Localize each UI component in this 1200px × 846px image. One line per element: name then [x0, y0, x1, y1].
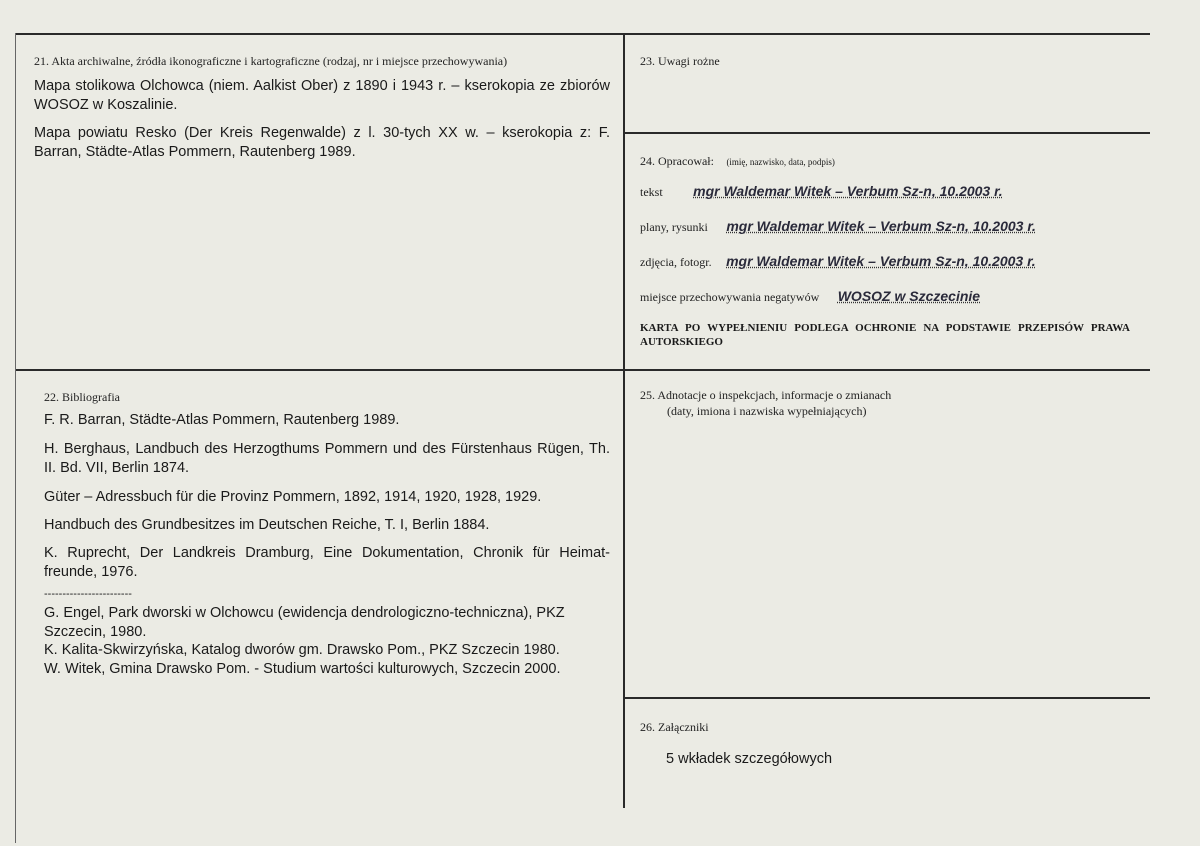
author-row-label: tekst — [640, 185, 663, 199]
section-21-para-2: Mapa powiatu Resko (Der Kreis Regenwalde) z l. 30-tych XX w. – kserokopia z: F. Barran, Städte-Atlas Pommern, Rautenberg 1989. — [34, 125, 610, 160]
bibliography-entry: Handbuch des Grundbesitzes im Deutschen Reiche, T. I, Berlin 1884. — [44, 517, 490, 533]
author-row-plans — [640, 218, 1036, 236]
section-24-title: 24. Opracował: — [640, 154, 714, 168]
middle-divider-line — [15, 369, 1150, 371]
bibliography-separator: ------------------------ — [44, 588, 132, 600]
negatives-row-label: miejsce przechowywania negatywów — [640, 290, 820, 304]
section-25-title: 25. Adnotacje o inspekcjach, informacje o zmianach — [640, 388, 892, 402]
section-22-title: 22. Bibliografia — [44, 390, 120, 404]
copyright-notice: KARTA PO WYPEŁNIENIU PODLEGA OCHRONIE NA PODSTAWIE PRZEPISÓW PRAWA AUTORSKIEGO — [640, 322, 1130, 348]
negatives-row-value: WOSOZ w Szczecinie — [837, 288, 981, 304]
author-row-text — [640, 183, 1003, 201]
bibliography-entry: F. R. Barran, Städte-Atlas Pommern, Rautenberg 1989. — [44, 412, 400, 428]
center-divider-line — [623, 33, 625, 808]
right-upper-divider — [625, 132, 1150, 134]
author-row-value: mgr Waldemar Witek – Verbum Sz-n, 10.2003 r. — [693, 183, 1003, 199]
top-border-line — [15, 33, 1150, 35]
section-21-title: 21. Akta archiwalne, źródła ikonograficzne i kartograficzne (rodzaj, nr i miejsce przechowywania) — [34, 54, 508, 68]
section-24-heading — [640, 152, 835, 170]
attachments-content: 5 wkładek szczegółowych — [666, 751, 833, 767]
section-21-para-1: Mapa stolikowa Olchowca (niem. Aalkist Ober) z 1890 i 1943 r. – kserokopia ze zbiorów WOSOZ w Koszalinie. — [34, 78, 610, 113]
author-row-photos — [640, 253, 1036, 271]
section-26-title: 26. Załączniki — [640, 720, 709, 734]
bibliography-extra-entry: G. Engel, Park dworski w Olchowcu (ewidencja dendrologiczno-techniczna), PKZ Szczecin, 1980. — [44, 605, 565, 640]
section-25-subtitle: (daty, imiona i nazwiska wypełniających) — [667, 404, 867, 418]
bibliography-extra-entry: W. Witek, Gmina Drawsko Pom. - Studium wartości kulturowych, Szczecin 2000. — [44, 661, 561, 677]
plans-row-label: plany, rysunki — [640, 220, 708, 234]
section-24-title-note: (imię, nazwisko, data, podpis) — [726, 157, 835, 167]
bibliography-entry: Güter – Adressbuch für die Provinz Pommern, 1892, 1914, 1920, 1928, 1929. — [44, 489, 542, 505]
bibliography-entry: K. Ruprecht, Der Landkreis Dramburg, Eine Dokumentation, Chronik für Heimat-freunde, 1976. — [44, 545, 610, 580]
bibliography-entry: H. Berghaus, Landbuch des Herzogthums Pommern und des Fürstenhaus Rügen, Th. II. Bd. VII, Berlin 1874. — [44, 441, 610, 476]
section-23-title: 23. Uwagi rożne — [640, 54, 720, 68]
photos-row-value: mgr Waldemar Witek – Verbum Sz-n, 10.2003 r. — [726, 253, 1036, 269]
negatives-storage-row — [640, 288, 980, 306]
bibliography-extra-entry: K. Kalita-Skwirzyńska, Katalog dworów gm. Drawsko Pom., PKZ Szczecin 1980. — [44, 642, 560, 658]
right-lower-divider — [625, 697, 1150, 699]
plans-row-value: mgr Waldemar Witek – Verbum Sz-n, 10.2003 r. — [726, 218, 1036, 234]
photos-row-label: zdjęcia, fotogr. — [640, 255, 712, 269]
left-border-line — [15, 33, 16, 843]
